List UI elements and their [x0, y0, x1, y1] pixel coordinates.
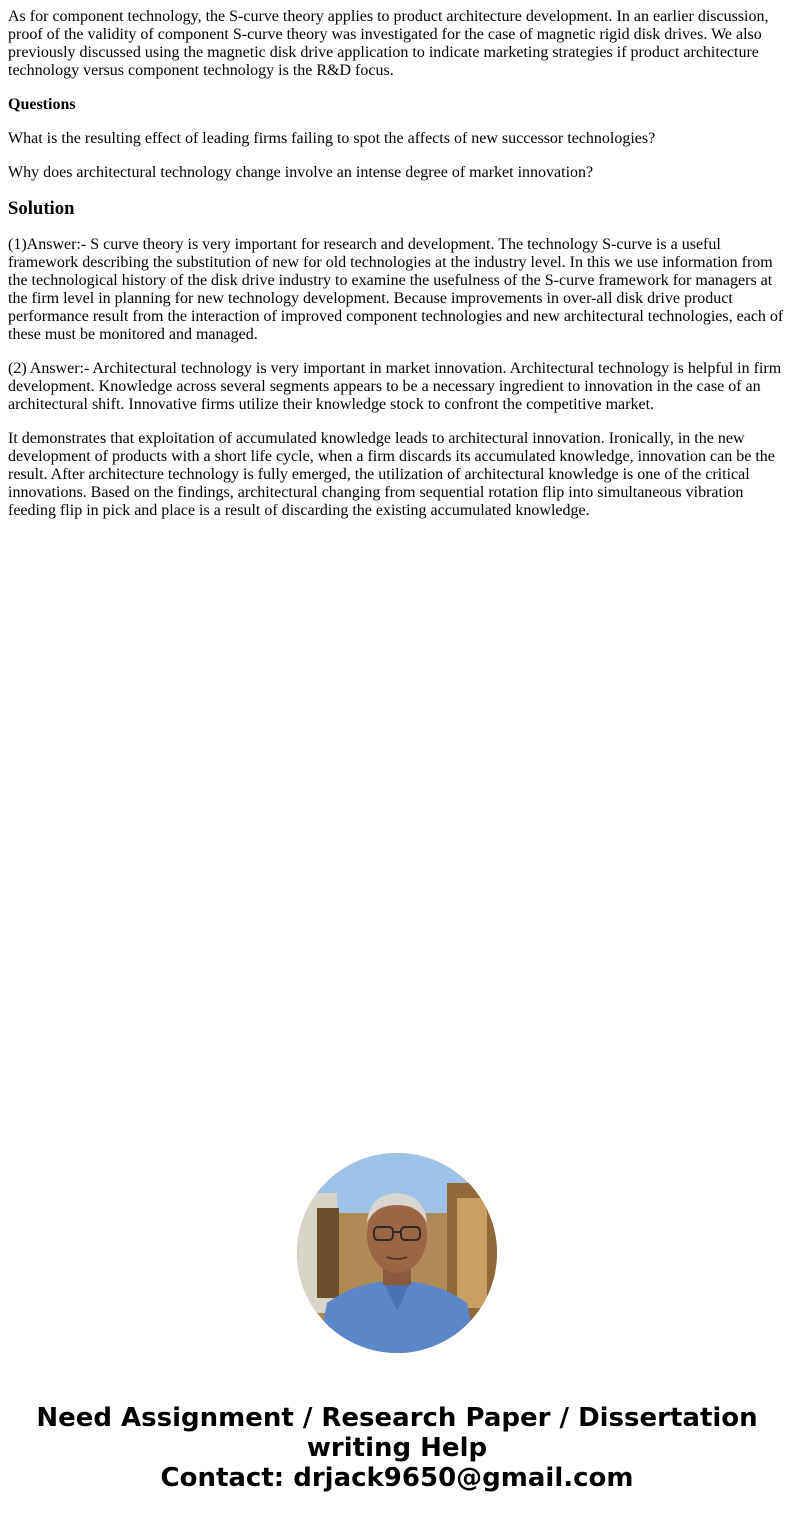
promo-line-2: writing Help: [306, 1433, 488, 1463]
question-1: What is the resulting effect of leading firms failing to spot the affects of new successor technologies?: [8, 130, 656, 147]
solution-heading: Solution: [8, 198, 75, 219]
promo-contact: Contact: drjack9650@gmail.com: [160, 1463, 634, 1493]
solution-paragraph-1: (1)Answer:- S curve theory is very important for research and development. The technology S-curve is a useful framework describing the substitution of new for old technologies at the industry level. In this we use information from the technological history of the disk drive industry to examine the usefulness of the S-curve framework for managers at the firm level in planning for new technology development. Because improvements in over-all disk drive product performance result from the interaction of improved component technologies and new architectural technologies, each of these must be monitored and managed.: [8, 236, 784, 343]
intro-paragraph: As for component technology, the S-curve theory applies to product architecture development. In an earlier discussion, proof of the validity of component S-curve theory was investigated for the case of magnetic rigid disk drives. We also previously discussed using the magnetic disk drive application to indicate marketing strategies if product architecture technology versus component technology is the R&D focus.: [8, 8, 769, 79]
question-2: Why does architectural technology change involve an intense degree of market innovation?: [8, 164, 594, 181]
promo-banner: [0, 1403, 794, 1493]
author-portrait-image: [297, 1153, 497, 1353]
author-avatar: [297, 1153, 497, 1353]
document-body: [8, 8, 786, 536]
solution-paragraph-2: (2) Answer:- Architectural technology is very important in market innovation. Architectural technology is helpful in firm development. Knowledge across several segments appears to be a necessary ingredient to innovation in the case of an architectural shift. Innovative firms utilize their knowledge stock to confront the competitive market.: [8, 360, 782, 413]
solution-paragraph-3: It demonstrates that exploitation of accumulated knowledge leads to architectural innovation. Ironically, in the new development of products with a short life cycle, when a firm discards its accumulated knowledge, innovation can be the result. After architecture technology is fully emerged, the utilization of architectural knowledge is one of the critical innovations. Based on the findings, architectural changing from sequential rotation flip into simultaneous vibration feeding flip in pick and place is a result of discarding the existing accumulated knowledge.: [8, 430, 775, 519]
questions-heading: Questions: [8, 96, 76, 113]
promo-line-1: Need Assignment / Research Paper / Dissertation: [36, 1403, 758, 1433]
